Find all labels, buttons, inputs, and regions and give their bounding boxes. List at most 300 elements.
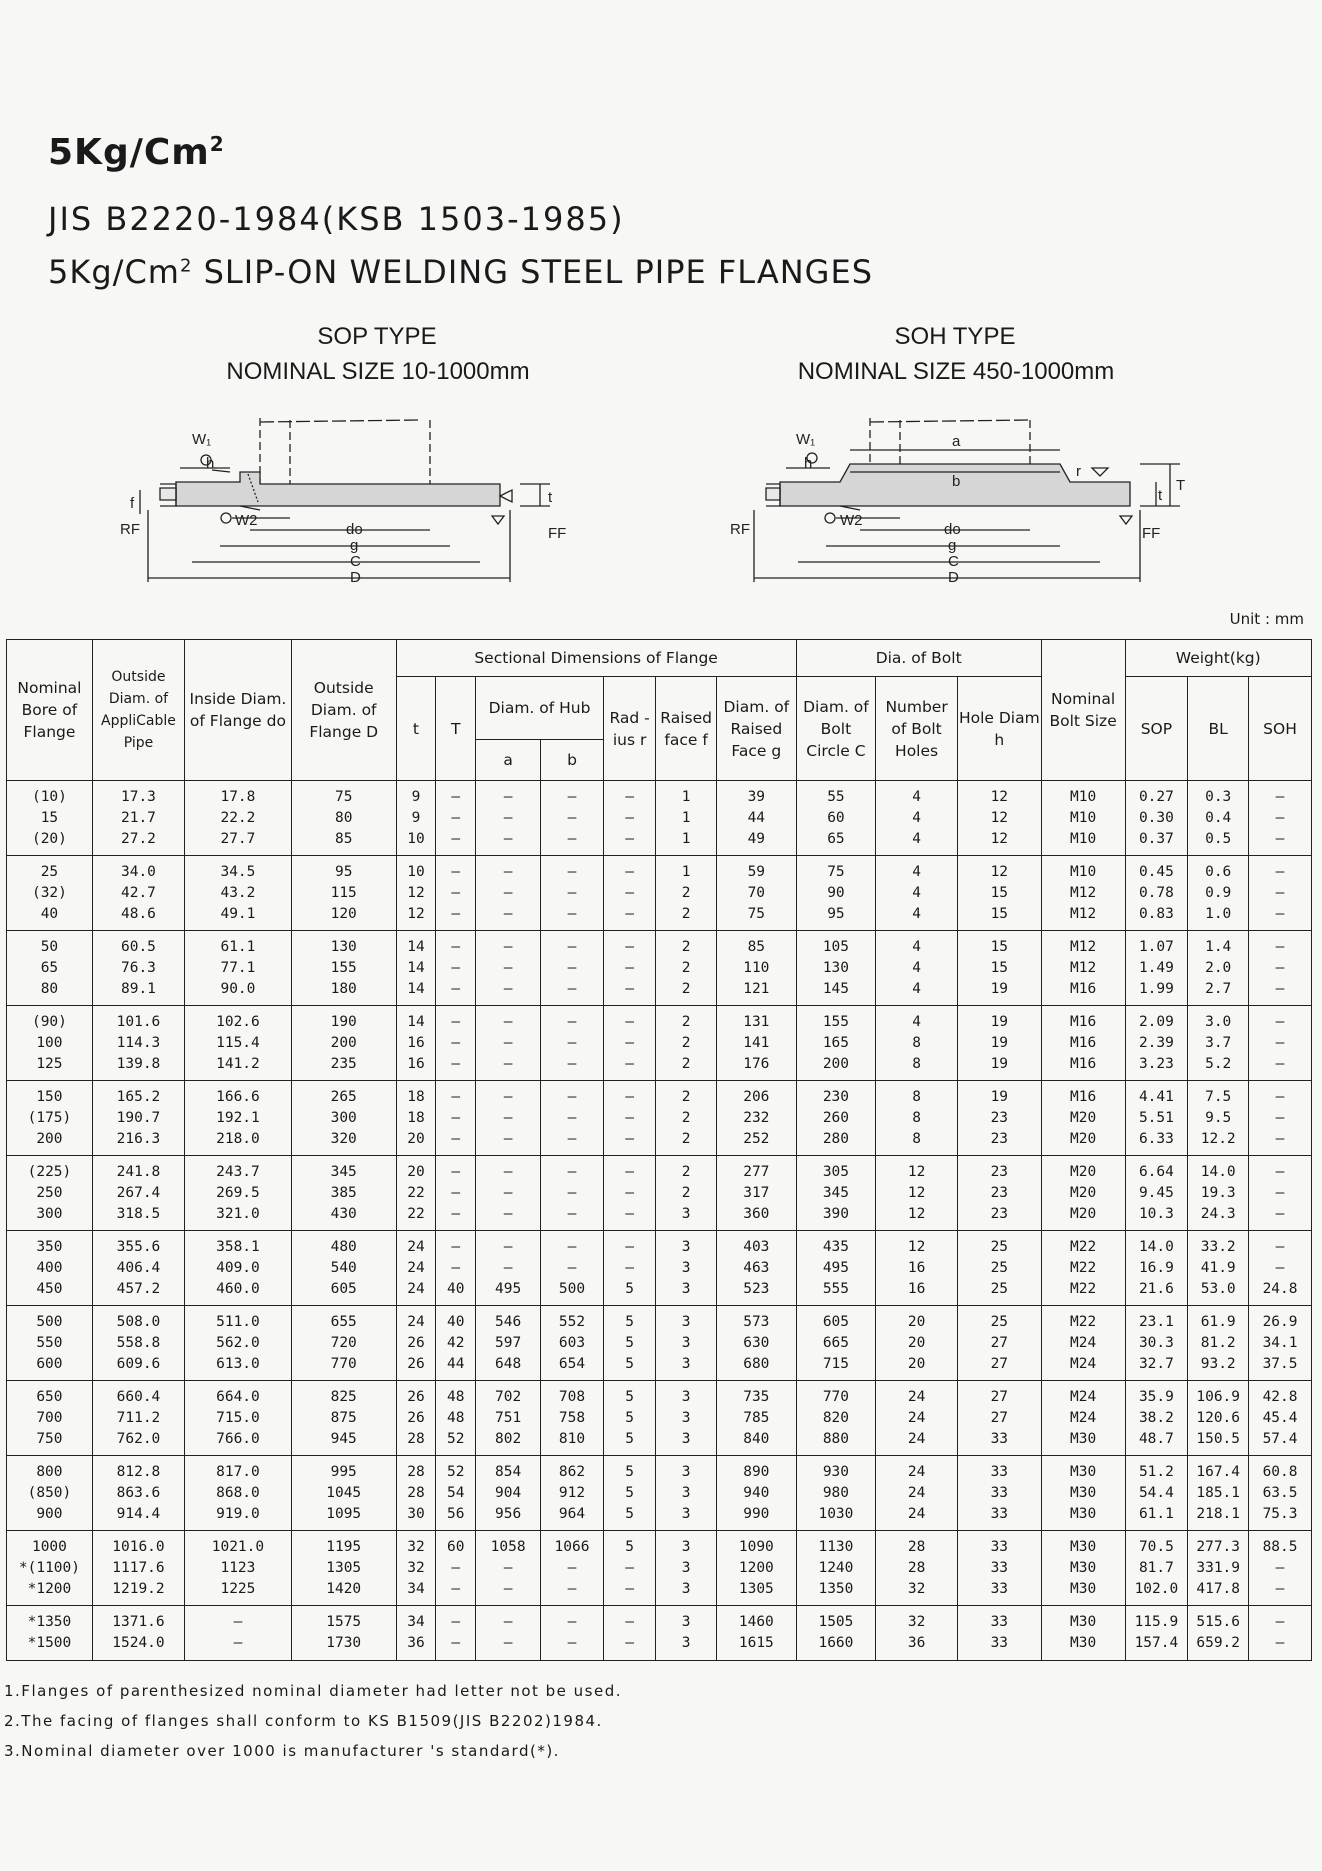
cell-holes: [876, 1006, 958, 1081]
cell-value: 230: [822, 1088, 850, 1105]
cell-value: 890: [743, 1463, 770, 1480]
cell-bolt: [1041, 781, 1125, 856]
cell-value: —: [625, 959, 634, 976]
cell-value: 863.6: [116, 1484, 161, 1501]
cell-c: [796, 1081, 876, 1156]
cell-nominal: [7, 1531, 93, 1606]
cell-sop: [1125, 1306, 1188, 1381]
cell-bl: [1188, 1381, 1249, 1456]
cell-value: 75: [747, 905, 766, 922]
cell-value: 3.7: [1205, 1034, 1232, 1051]
cell-value: 603: [558, 1334, 586, 1351]
cell-value: —: [451, 980, 461, 997]
cell-value: —: [451, 863, 461, 880]
cell-value: 65: [40, 959, 59, 976]
cell-value: —: [567, 980, 577, 997]
cell-value: 265: [330, 1088, 357, 1105]
cell-value: 8: [912, 1130, 921, 1147]
cell-value: —: [625, 1559, 634, 1576]
cell-value: 868.0: [216, 1484, 260, 1501]
cell-T: [436, 856, 476, 931]
cell-value: 60: [827, 809, 845, 826]
cell-value: 820: [822, 1409, 850, 1426]
cell-r: [603, 1531, 655, 1606]
cell-t: [396, 1306, 436, 1381]
cell-value: 3: [681, 1409, 691, 1426]
cell-value: —: [1275, 1238, 1285, 1255]
cell-value: 0.6: [1205, 863, 1232, 880]
cell-t: [396, 1606, 436, 1661]
cell-value: —: [625, 938, 634, 955]
cell-value: —: [567, 1163, 577, 1180]
cell-value: —: [567, 1109, 577, 1126]
cell-value: 758: [558, 1409, 586, 1426]
cell-value: —: [503, 1055, 513, 1072]
cell-value: 101.6: [116, 1013, 161, 1030]
svg-text:T: T: [1176, 477, 1186, 494]
cell-value: 20: [407, 1163, 425, 1180]
svg-text:RF: RF: [120, 521, 140, 538]
cell-value: 318.5: [116, 1205, 161, 1222]
cell-value: 2: [681, 1088, 691, 1105]
cell-value: 33: [990, 1580, 1009, 1597]
cell-value: 457.2: [116, 1280, 161, 1297]
svg-text:FF: FF: [548, 525, 567, 542]
cell-r: [603, 781, 655, 856]
cell-a: [476, 1606, 541, 1661]
cell-value: 2.09: [1138, 1013, 1174, 1030]
cell-value: 3: [681, 1463, 691, 1480]
cell-value: 24: [907, 1430, 926, 1447]
cell-value: 33: [990, 1484, 1009, 1501]
cell-value: —: [625, 1635, 634, 1651]
header-weight: Weight(kg): [1125, 640, 1312, 677]
cell-value: 1123: [220, 1559, 256, 1576]
cell-value: 20: [407, 1130, 425, 1147]
cell-value: 14.0: [1200, 1163, 1236, 1180]
cell-value: 12: [990, 863, 1009, 880]
cell-value: —: [1275, 1055, 1285, 1072]
cell-value: 3: [681, 1580, 691, 1597]
cell-value: 150.5: [1196, 1430, 1241, 1447]
cell-f: [656, 1531, 717, 1606]
cell-value: —: [625, 1034, 634, 1051]
cell-bl: [1188, 1606, 1249, 1661]
cell-value: M10: [1070, 788, 1097, 805]
cell-value: 417.8: [1196, 1580, 1241, 1597]
cell-value: M30: [1070, 1635, 1097, 1651]
cell-t: [396, 1081, 436, 1156]
cell-value: 0.30: [1138, 809, 1174, 826]
cell-value: 1016.0: [112, 1538, 165, 1555]
cell-value: 23.1: [1138, 1313, 1174, 1330]
cell-value: 854: [495, 1463, 522, 1480]
cell-value: 1030: [818, 1505, 854, 1522]
cell-nominal: [7, 856, 93, 931]
cell-value: 5: [625, 1463, 634, 1480]
cell-value: 597: [495, 1334, 522, 1351]
cell-value: 2: [681, 884, 691, 901]
cell-value: M30: [1070, 1580, 1097, 1597]
cell-value: 345: [330, 1163, 357, 1180]
cell-value: 26.9: [1262, 1313, 1298, 1330]
cell-soh: [1249, 1006, 1312, 1081]
cell-value: 18: [407, 1088, 425, 1105]
cell-value: 105: [822, 938, 850, 955]
cell-value: —: [503, 830, 513, 847]
cell-value: 1000: [31, 1538, 67, 1555]
cell-holes: [876, 1381, 958, 1456]
cell-value: 1240: [818, 1559, 854, 1576]
cell-value: 95: [334, 863, 353, 880]
standard-title: JIS B2220-1984(KSB 1503-1985): [48, 200, 625, 238]
cell-value: —: [503, 809, 513, 826]
cell-value: 810: [558, 1430, 586, 1447]
cell-c: [796, 781, 876, 856]
cell-value: 17.3: [120, 788, 156, 805]
cell-value: M24: [1070, 1388, 1097, 1405]
cell-value: 930: [822, 1463, 850, 1480]
cell-value: 81.2: [1200, 1334, 1236, 1351]
cell-nominal: [7, 1231, 93, 1306]
cell-value: —: [503, 1635, 513, 1651]
svg-text:W₁: W₁: [192, 431, 212, 448]
cell-value: 2: [681, 1109, 691, 1126]
header-bl: BL: [1188, 677, 1249, 781]
cell-sop: [1125, 1531, 1188, 1606]
cell-value: M22: [1070, 1313, 1097, 1330]
cell-value: 1045: [326, 1484, 362, 1501]
cell-value: 1095: [326, 1505, 362, 1522]
cell-value: 875: [330, 1409, 357, 1426]
cell-value: 700: [36, 1409, 63, 1426]
cell-value: 2: [681, 938, 691, 955]
cell-g: [717, 781, 797, 856]
cell-value: 42: [447, 1334, 465, 1351]
cell-value: 20: [907, 1334, 926, 1351]
cell-value: —: [451, 1614, 461, 1630]
cell-value: 2.0: [1205, 959, 1232, 976]
cell-value: —: [625, 830, 634, 847]
cell-value: 252: [743, 1130, 770, 1147]
cell-value: M24: [1070, 1334, 1097, 1351]
cell-bolt: [1041, 931, 1125, 1006]
svg-text:D: D: [350, 569, 361, 586]
cell-value: 558.8: [116, 1334, 161, 1351]
cell-value: 36: [407, 1635, 425, 1651]
cell-value: 995: [330, 1463, 357, 1480]
cell-c: [796, 1306, 876, 1381]
cell-value: 115.4: [216, 1034, 260, 1051]
cell-value: 321.0: [216, 1205, 260, 1222]
cell-value: —: [503, 1259, 513, 1276]
header-soh: SOH: [1249, 677, 1312, 781]
cell-value: —: [233, 1614, 243, 1630]
cell-value: 33: [990, 1430, 1009, 1447]
cell-value: 708: [558, 1388, 586, 1405]
cell-value: 54.4: [1138, 1484, 1174, 1501]
cell-value: —: [567, 1013, 577, 1030]
cell-value: 39: [747, 788, 766, 805]
cell-value: 655: [330, 1313, 357, 1330]
cell-value: 102.0: [1134, 1580, 1179, 1597]
cell-soh: [1249, 1456, 1312, 1531]
cell-a: [476, 1231, 541, 1306]
note-3: 3.Nominal diameter over 1000 is manufacturer 's standard(*).: [4, 1742, 560, 1760]
cell-value: —: [625, 980, 634, 997]
cell-value: —: [1275, 1088, 1285, 1105]
cell-g: [717, 1231, 797, 1306]
cell-value: (90): [31, 1013, 67, 1030]
cell-value: 355.6: [116, 1238, 161, 1255]
cell-hole_d: [957, 931, 1041, 1006]
cell-value: 65: [827, 830, 845, 847]
cell-value: —: [233, 1635, 243, 1651]
cell-value: —: [451, 830, 461, 847]
cell-value: —: [503, 1205, 513, 1222]
cell-value: 715.0: [216, 1409, 260, 1426]
cell-value: 1225: [220, 1580, 256, 1597]
cell-value: 358.1: [216, 1238, 260, 1255]
cell-bl: [1188, 1531, 1249, 1606]
cell-value: 880: [822, 1430, 850, 1447]
cell-value: 345: [822, 1184, 850, 1201]
cell-value: —: [451, 788, 461, 805]
cell-value: M12: [1070, 938, 1097, 955]
cell-r: [603, 1306, 655, 1381]
cell-value: 90.0: [220, 980, 256, 997]
cell-value: —: [567, 1055, 577, 1072]
cell-value: —: [451, 938, 461, 955]
svg-text:do: do: [944, 521, 961, 538]
page-title: 5Kg/Cm$^2$: [48, 132, 225, 173]
cell-value: —: [567, 809, 577, 826]
cell-b: [541, 1606, 604, 1661]
cell-value: 25: [990, 1280, 1009, 1297]
cell-od_pipe: [92, 931, 184, 1006]
cell-f: [656, 1381, 717, 1456]
cell-value: 4: [912, 1013, 921, 1030]
cell-value: 800: [36, 1463, 63, 1480]
cell-value: 770: [822, 1388, 850, 1405]
table-row-group: [7, 1306, 1312, 1381]
cell-value: —: [1275, 1259, 1285, 1276]
cell-value: —: [1275, 1184, 1285, 1201]
cell-value: 166.6: [216, 1088, 260, 1105]
cell-value: 385: [330, 1184, 357, 1201]
cell-value: —: [625, 905, 634, 922]
cell-value: 4.41: [1138, 1088, 1174, 1105]
cell-nominal: [7, 781, 93, 856]
cell-value: —: [451, 1088, 461, 1105]
cell-g: [717, 1531, 797, 1606]
cell-value: 715: [822, 1355, 850, 1372]
cell-value: 5: [625, 1484, 634, 1501]
cell-value: M12: [1070, 959, 1097, 976]
cell-value: —: [503, 884, 513, 901]
cell-value: M10: [1070, 830, 1097, 847]
cell-value: 24: [407, 1238, 425, 1255]
cell-value: 61.1: [1138, 1505, 1174, 1522]
cell-value: —: [503, 1088, 513, 1105]
cell-value: 32: [407, 1559, 425, 1576]
cell-r: [603, 856, 655, 931]
cell-od_flange: [291, 1006, 396, 1081]
cell-value: 5.2: [1205, 1055, 1232, 1072]
cell-value: 63.5: [1262, 1484, 1298, 1501]
cell-value: 176: [743, 1055, 770, 1072]
cell-sop: [1125, 781, 1188, 856]
cell-value: —: [503, 959, 513, 976]
note-2: 2.The facing of flanges shall conform to KS B1509(JIS B2202)1984.: [4, 1712, 603, 1730]
cell-c: [796, 931, 876, 1006]
cell-b: [541, 1156, 604, 1231]
cell-value: 1.4: [1205, 938, 1232, 955]
cell-value: 2: [681, 980, 691, 997]
cell-value: 8: [912, 1109, 921, 1126]
cell-c: [796, 1381, 876, 1456]
soh-size-label: NOMINAL SIZE 450-1000mm: [797, 358, 1115, 385]
cell-value: —: [451, 905, 461, 922]
cell-value: 2: [681, 905, 691, 922]
cell-value: 320: [330, 1130, 357, 1147]
cell-value: 1: [681, 788, 691, 805]
cell-value: 27.2: [120, 830, 156, 847]
cell-value: 15: [990, 905, 1009, 922]
cell-value: 25: [990, 1259, 1009, 1276]
cell-value: M24: [1070, 1409, 1097, 1426]
cell-value: 139.8: [116, 1055, 161, 1072]
cell-t: [396, 1231, 436, 1306]
cell-bl: [1188, 856, 1249, 931]
table-row-group: [7, 781, 1312, 856]
cell-soh: [1249, 1081, 1312, 1156]
cell-value: 155: [330, 959, 357, 976]
cell-f: [656, 781, 717, 856]
cell-value: 555: [822, 1280, 850, 1297]
flange-dimension-table: [6, 639, 1312, 1661]
cell-value: —: [625, 1580, 634, 1597]
cell-value: —: [1275, 1614, 1285, 1630]
cell-hole_d: [957, 1531, 1041, 1606]
cell-bl: [1188, 1081, 1249, 1156]
cell-g: [717, 1456, 797, 1531]
cell-value: 940: [743, 1484, 770, 1501]
cell-value: 5: [625, 1280, 634, 1297]
cell-value: 660.4: [116, 1388, 161, 1405]
cell-id_flange: [185, 1606, 292, 1661]
cell-value: M20: [1070, 1184, 1097, 1201]
cell-value: 648: [495, 1355, 522, 1372]
cell-value: 200: [822, 1055, 850, 1072]
cell-id_flange: [185, 1456, 292, 1531]
cell-value: 1305: [738, 1580, 774, 1597]
cell-soh: [1249, 1231, 1312, 1306]
cell-value: 12: [990, 809, 1009, 826]
cell-value: 206: [743, 1088, 770, 1105]
cell-f: [656, 1006, 717, 1081]
cell-value: 75: [827, 863, 845, 880]
cell-value: 750: [36, 1430, 63, 1447]
cell-hole_d: [957, 1006, 1041, 1081]
cell-value: 3: [681, 1238, 691, 1255]
svg-text:f: f: [130, 495, 135, 512]
cell-value: 1: [681, 863, 691, 880]
table-row-group: [7, 1381, 1312, 1456]
cell-value: 56: [447, 1505, 465, 1522]
cell-value: 26: [407, 1334, 425, 1351]
cell-f: [656, 1306, 717, 1381]
cell-value: 90: [827, 884, 845, 901]
flange-subtitle: 5Kg/Cm$^2$ SLIP-ON WELDING STEEL PIPE FLANGES: [48, 253, 873, 291]
cell-id_flange: [185, 931, 292, 1006]
cell-value: 70.5: [1138, 1538, 1174, 1555]
cell-value: 840: [743, 1430, 770, 1447]
cell-value: 785: [743, 1409, 770, 1426]
cell-value: M30: [1070, 1614, 1097, 1630]
cell-value: 2: [681, 1163, 691, 1180]
cell-value: 200: [36, 1130, 63, 1147]
cell-nominal: [7, 1156, 93, 1231]
cell-bolt: [1041, 1306, 1125, 1381]
cell-od_flange: [291, 781, 396, 856]
cell-value: —: [1275, 1034, 1285, 1051]
cell-value: 23: [990, 1109, 1009, 1126]
cell-value: 3: [681, 1559, 691, 1576]
cell-r: [603, 1156, 655, 1231]
cell-value: 27: [990, 1334, 1009, 1351]
cell-value: 59: [747, 863, 766, 880]
cell-value: 100: [36, 1034, 63, 1051]
header-bolt-size: Nominal Bolt Size: [1041, 640, 1125, 781]
cell-value: 277: [743, 1163, 770, 1180]
header-t: t: [396, 677, 436, 781]
svg-text:g: g: [948, 537, 957, 554]
cell-value: 12: [407, 905, 425, 922]
cell-value: 4: [912, 938, 921, 955]
cell-value: —: [625, 1184, 634, 1201]
cell-value: 12: [990, 830, 1009, 847]
cell-value: —: [625, 1109, 634, 1126]
cell-bolt: [1041, 1531, 1125, 1606]
cell-value: 19: [990, 980, 1009, 997]
header-nominal-bore: Nominal Bore of Flange: [7, 640, 93, 781]
cell-value: —: [503, 980, 513, 997]
cell-value: M20: [1070, 1205, 1097, 1222]
cell-value: 269.5: [216, 1184, 260, 1201]
cell-g: [717, 1306, 797, 1381]
cell-value: —: [1275, 1130, 1285, 1147]
cell-value: —: [451, 1184, 461, 1201]
cell-value: 43.2: [220, 884, 256, 901]
cell-value: 0.9: [1205, 884, 1232, 901]
table-row-group: [7, 931, 1312, 1006]
cell-value: 24: [907, 1388, 926, 1405]
cell-value: 95: [827, 905, 845, 922]
cell-value: 1505: [818, 1614, 854, 1630]
cell-value: 23: [990, 1130, 1009, 1147]
cell-value: 26: [407, 1409, 425, 1426]
cell-b: [541, 1006, 604, 1081]
cell-value: (175): [27, 1109, 72, 1126]
cell-bolt: [1041, 1606, 1125, 1661]
cell-hole_d: [957, 1081, 1041, 1156]
cell-od_pipe: [92, 856, 184, 931]
cell-value: 55: [827, 788, 845, 805]
cell-nominal: [7, 1081, 93, 1156]
cell-value: 28: [407, 1484, 425, 1501]
cell-value: 3: [681, 1334, 691, 1351]
